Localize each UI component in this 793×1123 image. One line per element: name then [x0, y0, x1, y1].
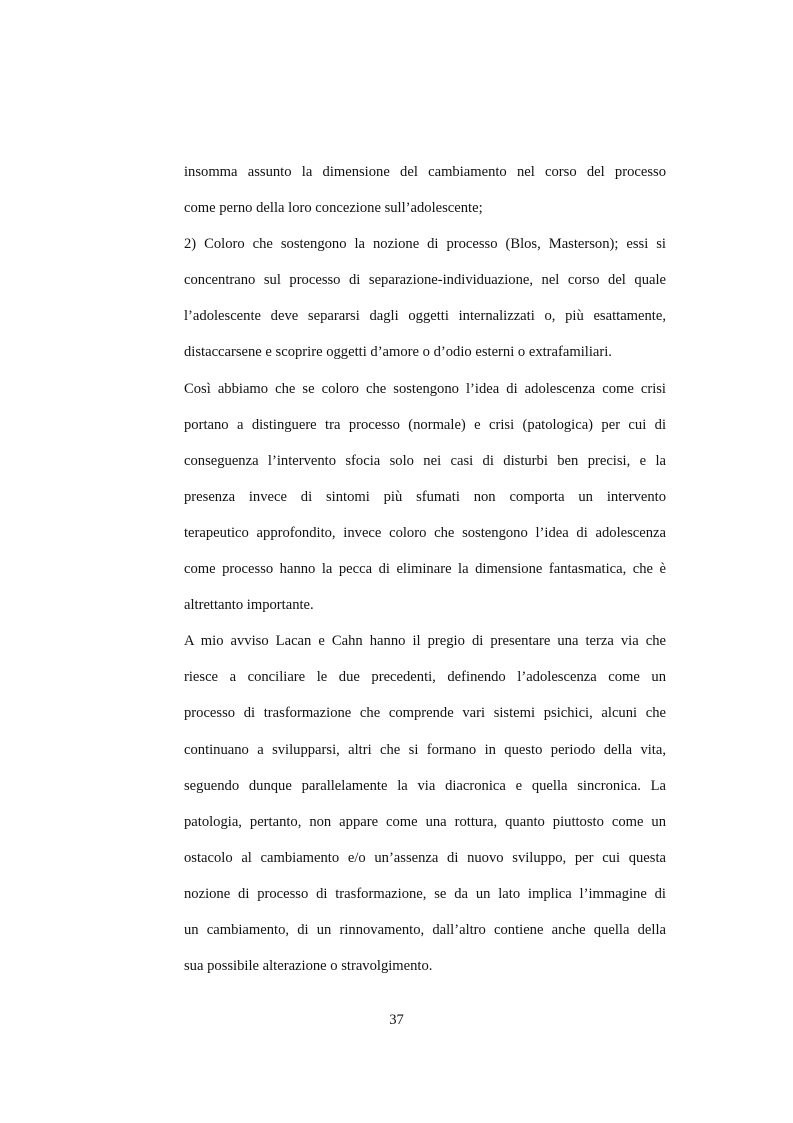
text-line: portano a distinguere tra processo (normale) e crisi (patologica) per cui di: [184, 416, 666, 433]
text-line: terapeutico approfondito, invece coloro che sostengono l’idea di adolescenza: [184, 524, 666, 541]
text-line: come processo hanno la pecca di eliminare la dimensione fantasmatica, che è: [184, 561, 666, 578]
text-line: processo di trasformazione che comprende vari sistemi psichici, alcuni che: [184, 705, 666, 722]
body-text: [184, 154, 666, 984]
text-line: seguendo dunque parallelamente la via diacronica e quella sincronica. La: [184, 777, 666, 794]
text-line: riesce a conciliare le due precedenti, definendo l’adolescenza come un: [184, 669, 666, 686]
text-line: un cambiamento, di un rinnovamento, dall’altro contiene anche quella della: [184, 921, 666, 938]
text-line: patologia, pertanto, non appare come una rottura, quanto piuttosto come un: [184, 813, 666, 830]
text-line: continuano a svilupparsi, altri che si formano in questo periodo della vita,: [184, 741, 666, 758]
text-line: distaccarsene e scoprire oggetti d’amore o d’odio esterni o extrafamiliari.: [184, 344, 612, 361]
text-line: ostacolo al cambiamento e/o un’assenza di nuovo sviluppo, per cui questa: [184, 849, 666, 866]
page-number: 37: [389, 1012, 404, 1028]
text-line: l’adolescente deve separarsi dagli oggetti internalizzati o, più esattamente,: [184, 308, 666, 325]
text-line: nozione di processo di trasformazione, se da un lato implica l’immagine di: [184, 885, 666, 902]
text-line: altrettanto importante.: [184, 597, 314, 614]
text-line: A mio avviso Lacan e Cahn hanno il pregio di presentare una terza via che: [184, 633, 666, 650]
text-line: concentrano sul processo di separazione-individuazione, nel corso del quale: [184, 272, 666, 289]
text-line: conseguenza l’intervento sfocia solo nei casi di disturbi ben precisi, e la: [184, 452, 666, 469]
text-line: insomma assunto la dimensione del cambiamento nel corso del processo: [184, 164, 666, 180]
text-line: Così abbiamo che se coloro che sostengono l’idea di adolescenza come crisi: [184, 380, 666, 397]
text-line: sua possibile alterazione o stravolgimento.: [184, 958, 433, 975]
text-line: 2) Coloro che sostengono la nozione di processo (Blos, Masterson); essi si: [184, 236, 666, 253]
text-line: presenza invece di sintomi più sfumati non comporta un intervento: [184, 488, 666, 505]
text-line: come perno della loro concezione sull’adolescente;: [184, 200, 483, 217]
